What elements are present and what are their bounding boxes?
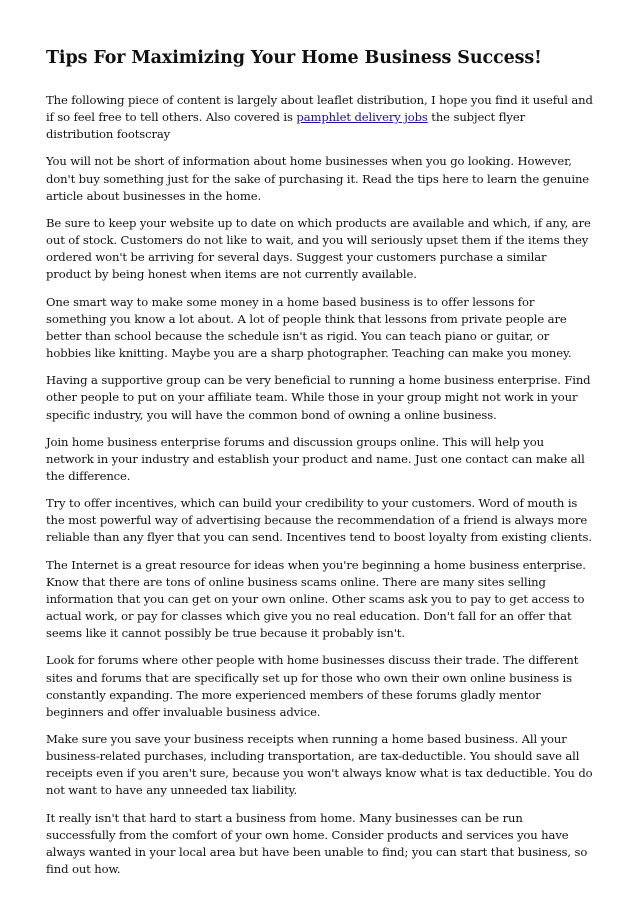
page-title: Tips For Maximizing Your Home Business Success!	[46, 48, 542, 68]
paragraph: Look for forums where other people with home businesses discuss their trade. The different sites and forums that are specifically set up for those who own their own online business is constantly expanding. The more experienced members of these forums gladly mentor beginners and offer invaluable business advice.	[46, 653, 579, 719]
paragraph: Having a supportive group can be very beneficial to running a home business enterprise. Find other people to put on your affiliate team. While those in your group might not work in your specific industry, you will have the common bond of owning a online business.	[46, 373, 591, 422]
paragraph: The Internet is a great resource for ideas when you're beginning a home business enterprise. Know that there are tons of online business scams online. There are many sites selling information that you can get on your own online. Other scams ask you to pay to get access to actual work, or pay for classes which give you no real education. Don't fall for an offer that seems like it cannot possibly be true because it probably isn't.	[46, 557, 586, 641]
paragraph: Try to offer incentives, which can build your credibility to your customers. Word of mouth is the most powerful way of advertising because the recommendation of a friend is always more reliable than any flyer that you can send. Incentives tend to boost loyalty from existing clients.	[46, 496, 592, 545]
paragraph: It really isn't that hard to start a business from home. Many businesses can be run successfully from the comfort of your own home. Consider products and services you have always wanted in your local area but have been unable to find; you can start that business, so find out how.	[46, 810, 588, 877]
paragraph: One smart way to make some money in a home based business is to offer lessons for something you know a lot about. A lot of people think that lessons from private people are better than school because the schedule isn't as rigid. You can teach piano or guitar, or hobbies like knitting. Maybe you are a sharp photographer. Teaching can make you money.	[46, 294, 572, 361]
intro-paragraph	[46, 92, 594, 143]
pamphlet-delivery-jobs-link[interactable]: pamphlet delivery jobs	[296, 110, 428, 125]
intro-text-after-link: the subject flyer distribution footscray	[46, 110, 526, 142]
intro-text-before-link: The following piece of content is largely about leaflet distribution, I hope you find it useful and if so feel free to tell others. Also covered is	[46, 93, 593, 125]
document-page	[46, 46, 594, 888]
paragraph: Be sure to keep your website up to date on which products are available and which, if any, are out of stock. Customers do not like to wait, and you will seriously upset them if the items they ordered won't be arriving for several days. Suggest your customers purchase a similar product by being honest when items are not currently available.	[46, 215, 591, 282]
paragraph: Make sure you save your business receipts when running a home based business. All your business-related purchases, including transportation, are tax-deductible. You should save all receipts even if you aren't sure, because you won't always know what is tax deductible. You do not want to have any unneeded tax liability.	[46, 732, 593, 798]
paragraph: Join home business enterprise forums and discussion groups online. This will help you network in your industry and establish your product and name. Just one contact can make all the difference.	[46, 434, 585, 483]
paragraph: You will not be short of information about home businesses when you go looking. However, don't buy something just for the sake of purchasing it. Read the tips here to learn the genuine article about businesses in the home.	[46, 154, 590, 203]
